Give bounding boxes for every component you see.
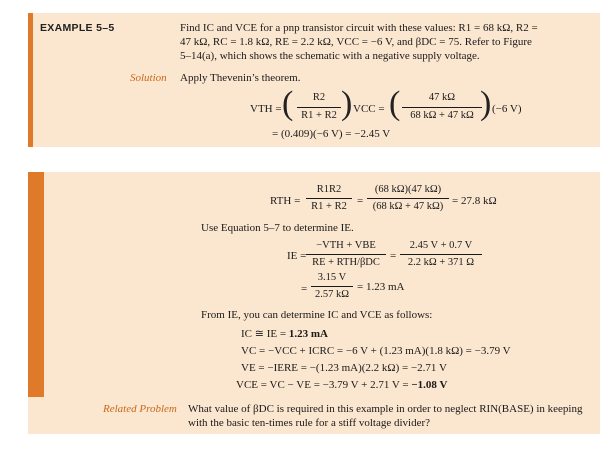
rth-result: = 27.8 kΩ [452,195,497,207]
ie-num-3: 3.15 V [317,272,347,283]
ie-den-1: RE + RTH/βDC [312,257,380,268]
vth-paren-close-2: ) [480,85,492,122]
vth-num-1: R2 [312,92,326,103]
rth-bar-1 [306,198,352,199]
related-line-1: What value of βDC is required in this example in order to neglect RIN(BASE) in keeping [188,403,583,415]
vce-result [236,379,447,392]
vth-paren-open-1: ( [282,85,294,122]
solution-intro: Apply Thevenin’s theorem. [180,72,301,84]
vth-bar-1 [297,107,341,108]
vce-lhs: VCE = VC − VE = −3.79 V + 2.71 V = [236,379,412,391]
vc-result: VC = −VCC + ICRC = −6 V + (1.23 mA)(1.8 kΩ) = −3.79 V [241,345,511,357]
ie-eq-2: = [301,283,308,295]
ie-bar-3 [311,286,353,287]
ic-result [241,328,328,341]
vth-mid: VCC = [353,103,385,115]
vth-num-2: 47 kΩ [428,92,456,103]
rth-den-2: (68 kΩ + 47 kΩ) [372,201,444,212]
ie-bar-2 [400,254,482,255]
ie-lhs: IE = [287,250,307,262]
ie-den-3: 2.57 kΩ [314,289,350,300]
from-ie-text: From IE, you can determine IC and VCE as follows: [201,309,433,321]
example-header: EXAMPLE 5–5 [40,22,115,34]
rth-den-1: R1 + R2 [311,201,347,212]
ic-lhs: IC ≅ IE = [241,328,289,340]
vce-value: −1.08 V [411,379,448,391]
vth-bar-2 [402,107,482,108]
vth-lhs: VTH = [250,103,282,115]
ie-result: = 1.23 mA [357,281,405,293]
vth-paren-open-2: ( [389,85,401,122]
vth-paren-close-1: ) [341,85,353,122]
ie-num-2: 2.45 V + 0.7 V [409,240,473,251]
solution-label: Solution [130,72,167,84]
vth-den-2: 68 kΩ + 47 kΩ [410,110,474,121]
vth-line-2: = (0.409)(−6 V) = −2.45 V [272,128,391,140]
problem-line-2: 47 kΩ, RC = 1.8 kΩ, RE = 2.2 kΩ, VCC = −6 V, and βDC = 75. Refer to Figure [180,36,532,48]
ie-eq: = [390,250,397,262]
vth-den-1: R1 + R2 [301,110,337,121]
rth-num-2: (68 kΩ)(47 kΩ) [374,184,442,195]
rth-eq: = [357,195,364,207]
ve-result: VE = −IERE = −(1.23 mA)(2.2 kΩ) = −2.71 V [241,362,447,374]
rth-lhs: RTH = [270,195,301,207]
example-stripe-bottom [28,172,44,397]
problem-line-1: Find IC and VCE for a pnp transistor circuit with these values: R1 = 68 kΩ, R2 = [180,22,538,34]
problem-line-3: 5–14(a), which shows the schematic with a negative supply voltage. [180,50,480,62]
ie-num-1: −VTH + VBE [316,240,376,251]
rth-bar-2 [367,198,449,199]
vth-tail: (−6 V) [492,103,522,115]
use-equation-text: Use Equation 5–7 to determine IE. [201,222,354,234]
ie-bar-1 [306,254,386,255]
related-problem-label: Related Problem [103,403,177,415]
ie-den-2: 2.2 kΩ + 371 Ω [407,257,475,268]
related-line-2: with the basic ten-times rule for a stiff voltage divider? [188,417,431,429]
ic-value: 1.23 mA [288,328,328,340]
rth-num-1: R1R2 [316,184,342,195]
example-stripe-top [28,13,33,147]
